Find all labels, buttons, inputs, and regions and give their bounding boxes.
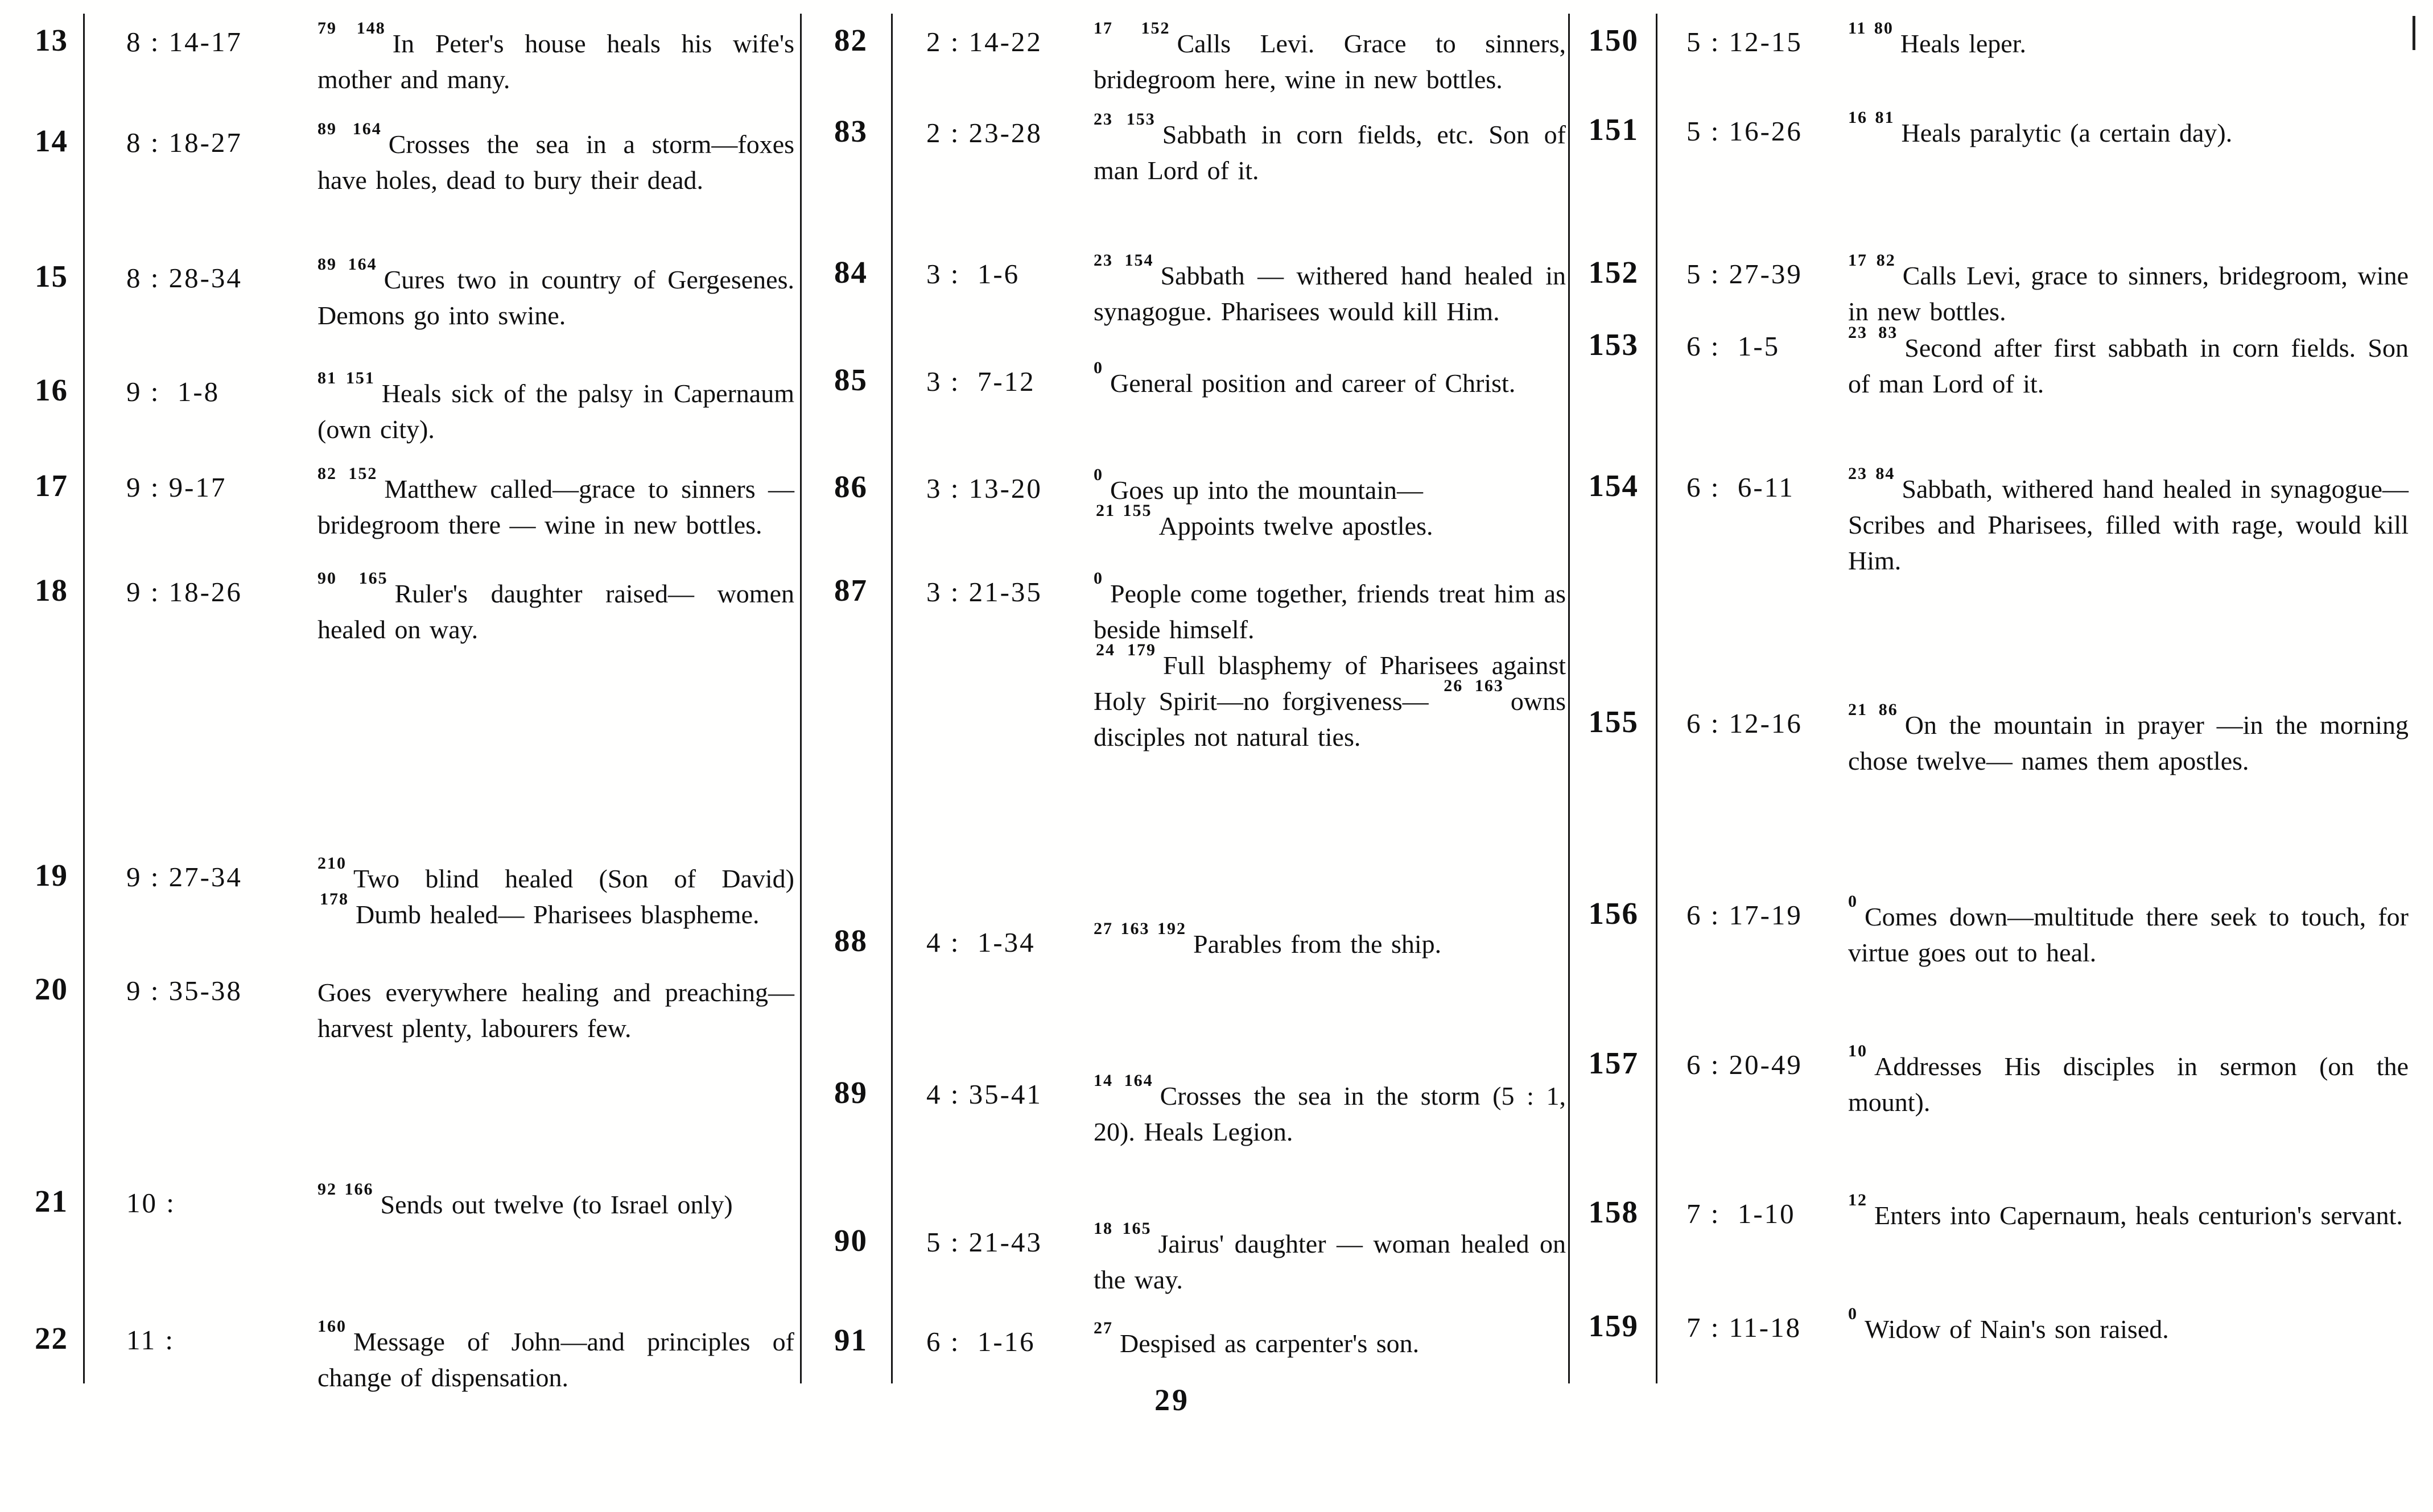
cross-reference-superscript: 210 [317,853,347,873]
scripture-reference: 11 : [126,1324,175,1356]
entry-number: 158 [1588,1195,1639,1229]
cross-reference-superscript: 178 [320,889,349,908]
description-text: Two blind healed (Son of David) [353,864,794,893]
entry-description [1094,1071,1566,1150]
entry-description [317,254,794,333]
entry-number: 150 [1588,23,1639,57]
description-text: owns disciples not natural ties. [1094,687,1566,751]
cross-reference-superscript: 14 164 [1094,1071,1153,1090]
entry-description [1848,18,2409,61]
cross-reference-superscript: 89 164 [317,254,377,274]
entry-description [1094,1218,1566,1298]
entry-description [1848,464,2409,579]
entry-description [1094,250,1566,329]
cross-reference-superscript: 16 81 [1848,108,1895,127]
scripture-reference: 3 : 1-6 [926,258,1020,290]
cross-reference-superscript: 24 179 [1096,640,1157,659]
entry-description [317,568,794,647]
scripture-reference: 4 : 35-41 [926,1079,1042,1110]
scripture-reference: 10 : [126,1187,176,1218]
entry-number: 86 [834,469,868,504]
description-text: Cures two in country of Gergesenes. Demons go into swine. [317,265,794,330]
entry-description [317,853,794,932]
scripture-reference: 9 : 9-17 [126,472,227,503]
description-text: Sabbath — withered hand healed in synagogue. Pharisees would kill Him. [1094,261,1566,326]
entry-description [317,974,794,1046]
entry-number: 15 [35,259,68,294]
description-text: Calls Levi. Grace to sinners, bridegroom here, wine in new bottles. [1094,29,1566,94]
scripture-reference: 9 : 35-38 [126,975,242,1006]
cross-reference-superscript: 90 165 [317,568,388,588]
entry-number: 154 [1588,468,1639,503]
scripture-reference: 5 : 12-15 [1686,26,1803,57]
cross-reference-superscript: 10 [1848,1041,1867,1060]
entry-number: 85 [834,362,868,397]
entry-description [1094,1318,1566,1361]
description-text: Message of John—and principles of change of dispensation. [317,1327,794,1392]
cross-reference-superscript: 0 [1094,465,1103,484]
entry-number: 19 [35,858,68,893]
scripture-reference: 9 : 1-8 [126,376,220,407]
scripture-reference: 2 : 14-22 [926,26,1042,57]
cross-reference-superscript: 23 84 [1848,464,1895,483]
description-text: General position and career of Christ. [1110,369,1516,398]
entry-description [1848,700,2409,779]
cross-reference-superscript: 17 152 [1094,18,1170,38]
description-text: Heals paralytic (a certain day). [1901,118,2233,147]
description-text: Heals sick of the palsy in Capernaum (own city). [317,379,795,444]
entry-description [1094,568,1566,755]
entry-description [317,18,795,97]
cross-reference-superscript: 89 164 [317,119,382,138]
description-text: Sabbath in corn fields, etc. Son of man Lord of it. [1094,120,1566,185]
entry-description [1094,358,1566,401]
description-text: Full blasphemy of Pharisees against Holy Spirit—no forgiveness— [1094,651,1566,716]
description-text: Ruler's daughter raised— women healed on way. [317,579,794,644]
scripture-reference: 6 : 6-11 [1686,472,1795,503]
entry-description [1094,919,1566,962]
cross-reference-superscript: 0 [1094,358,1103,377]
cross-reference-superscript: 23 153 [1094,109,1156,129]
column-rule [1656,14,1657,1383]
cross-reference-superscript: 23 83 [1848,323,1898,342]
entry-description [317,1316,794,1395]
entry-description [317,1179,794,1222]
scripture-reference: 3 : 13-20 [926,473,1042,504]
entry-number: 152 [1588,255,1639,290]
entry-description [1094,109,1566,188]
entry-number: 16 [35,373,68,407]
scripture-reference: 8 : 14-17 [126,26,242,57]
cross-reference-superscript: 21 155 [1096,501,1152,520]
scripture-reference: 5 : 16-26 [1686,115,1803,147]
scripture-reference: 3 : 7-12 [926,366,1036,397]
cross-reference-superscript: 18 165 [1094,1218,1152,1238]
description-text: Enters into Capernaum, heals centurion's servant. [1874,1201,2403,1230]
entry-description [317,368,795,447]
entry-number: 82 [834,23,868,57]
entry-number: 88 [834,923,868,958]
cross-reference-superscript: 92 166 [317,1179,374,1199]
page-number: 29 [1154,1383,1190,1417]
entry-description [317,464,795,543]
description-text: Despised as carpenter's son. [1120,1329,1420,1358]
cross-reference-superscript: 26 163 [1444,676,1504,695]
entry-description [1848,250,2409,329]
cross-reference-superscript: 79 148 [317,18,386,38]
entry-number: 22 [35,1321,68,1356]
entry-number: 18 [35,573,68,608]
entry-description [1094,18,1566,97]
entry-number: 17 [35,468,68,503]
description-text: Parables from the ship. [1193,929,1442,959]
entry-description [1848,1190,2409,1233]
description-text: Crosses the sea in the storm (5 : 1, 20). Heals Legion. [1094,1081,1566,1146]
entry-number: 155 [1588,704,1639,739]
description-text: On the mountain in prayer —in the morning chose twelve— names them apostles. [1848,710,2409,775]
scripture-reference: 6 : 1-16 [926,1326,1036,1357]
column-rule [800,14,802,1383]
scripture-reference: 9 : 27-34 [126,861,242,893]
entry-number: 91 [834,1323,868,1357]
description-text: Crosses the sea in a storm—foxes have holes, dead to bury their dead. [317,130,795,195]
description-text: Calls Levi, grace to sinners, bridegroom, wine in new bottles. [1848,261,2409,326]
cross-reference-superscript: 11 80 [1848,18,1894,38]
description-text: People come together, friends treat him as beside himself. [1094,579,1566,644]
entry-number: 83 [834,114,868,148]
scripture-reference: 6 : 20-49 [1686,1049,1803,1080]
description-text: Appoints twelve apostles. [1158,511,1433,540]
entry-number: 153 [1588,327,1639,362]
scripture-reference: 5 : 27-39 [1686,258,1803,290]
cross-reference-superscript: 17 82 [1848,250,1896,270]
entry-number: 14 [35,123,68,158]
cross-reference-superscript: 27 163 192 [1094,919,1186,938]
column-rule [83,14,85,1383]
entry-number: 13 [35,23,68,57]
description-text: Widow of Nain's son raised. [1865,1315,2169,1344]
description-text: Sends out twelve (to Israel only) [380,1190,733,1219]
cross-reference-superscript: 0 [1094,568,1103,588]
cross-reference-superscript: 23 154 [1094,250,1154,270]
cross-reference-superscript: 160 [317,1316,347,1336]
cross-reference-superscript: 21 86 [1848,700,1898,719]
description-text: Jairus' daughter — woman healed on the way. [1094,1229,1566,1294]
cross-reference-superscript: 82 152 [317,464,378,483]
description-text: Comes down—multitude there seek to touch, for virtue goes out to heal. [1848,902,2409,967]
scripture-reference: 5 : 21-43 [926,1226,1042,1258]
description-text: Second after first sabbath in corn fields. Son of man Lord of it. [1848,333,2409,398]
entry-description [317,119,795,198]
entry-number: 89 [834,1075,868,1110]
entry-description [1848,323,2409,402]
scripture-reference: 7 : 11-18 [1686,1312,1802,1343]
scripture-reference: 4 : 1-34 [926,927,1036,958]
column-rule [1568,14,1570,1383]
entry-number: 84 [834,255,868,290]
scripture-reference: 3 : 21-35 [926,576,1042,608]
entry-description [1848,891,2409,970]
scripture-reference: 6 : 17-19 [1686,899,1803,931]
entry-number: 87 [834,573,868,608]
entry-description [1848,1041,2409,1120]
column-rule [891,14,893,1383]
cross-reference-superscript: 0 [1848,891,1858,911]
description-text: Dumb healed— Pharisees blaspheme. [356,900,760,929]
entry-number: 151 [1588,112,1639,147]
scripture-reference: 9 : 18-26 [126,576,242,608]
cross-reference-superscript: 81 151 [317,368,375,387]
scripture-reference: 8 : 28-34 [126,262,242,294]
cross-reference-superscript: 12 [1848,1190,1867,1209]
entry-description [1848,108,2409,151]
entry-number: 159 [1588,1308,1639,1343]
entry-number: 90 [834,1223,868,1258]
scan-artifact [2413,16,2415,50]
description-text: Sabbath, withered hand healed in synagogue—Scribes and Pharisees, filled with rage, would kill Him. [1848,474,2409,575]
entry-number: 156 [1588,896,1639,931]
description-text: Heals leper. [1900,29,2026,58]
scripture-reference: 6 : 1-5 [1686,331,1780,362]
entry-description [1094,465,1566,544]
description-text: Addresses His disciples in sermon (on the mount). [1848,1052,2409,1117]
entry-description [1848,1304,2409,1347]
scripture-reference: 6 : 12-16 [1686,708,1803,739]
scripture-reference: 8 : 18-27 [126,127,242,158]
description-text: Matthew called—grace to sinners — bridegroom there — wine in new bottles. [317,474,795,539]
scripture-reference: 2 : 23-28 [926,117,1042,148]
cross-reference-superscript: 27 [1094,1318,1113,1337]
entry-number: 20 [35,972,68,1006]
description-text: Goes up into the mountain— [1110,476,1424,505]
entry-number: 21 [35,1184,68,1218]
description-text: Goes everywhere healing and preaching—harvest plenty, labourers few. [317,978,794,1043]
description-text: In Peter's house heals his wife's mother and many. [317,29,795,94]
scripture-reference: 7 : 1-10 [1686,1198,1796,1229]
cross-reference-superscript: 0 [1848,1304,1858,1323]
entry-number: 157 [1588,1046,1639,1080]
